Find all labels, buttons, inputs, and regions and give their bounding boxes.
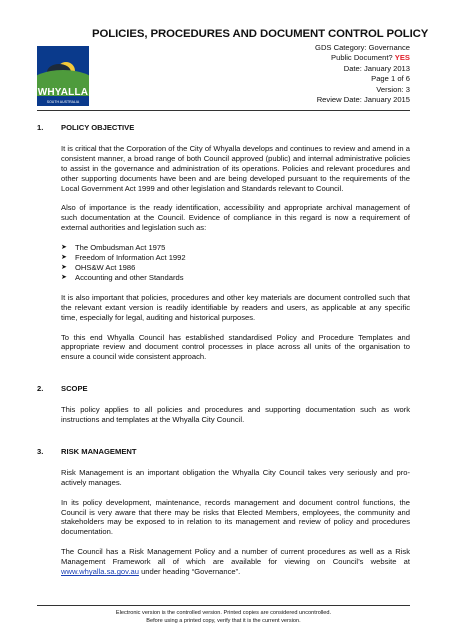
list-item: ➤ Accounting and other Standards bbox=[61, 272, 184, 282]
section-policy-objective bbox=[61, 144, 410, 362]
paragraph: In its policy development, maintenance, records management and document control functions, the Council is very aware that there may be risks that Elected Members, employees, the community and stakeholders may be exposed to in relation to its management and review of policy and procedures documentation. bbox=[61, 497, 410, 537]
list-item: ➤ OHS&W Act 1986 bbox=[61, 262, 136, 272]
paragraph: Risk Management is an important obligation the Whyalla City Council takes very seriously and pro-actively manages. bbox=[61, 467, 410, 487]
gds-category: GDS Category: Governance bbox=[315, 43, 410, 52]
document-title: POLICIES, PROCEDURES AND DOCUMENT CONTROL POLICY bbox=[92, 28, 429, 40]
section-scope bbox=[61, 405, 410, 425]
section-risk-management bbox=[61, 468, 410, 577]
document-date: Date: January 2013 bbox=[343, 63, 410, 73]
arrow-bullet-icon: ➤ bbox=[61, 273, 67, 281]
paragraph: It is critical that the Corporation of the City of Whyalla develops and continues to review and amend in a consistent manner, a broad range of both Council approved (public) and internal administrative policies to assist in the governance and administration of its operations. Policies and relevant procedures and other supporting documents have been and are being developed pursuant to the requirements of the Local Government Act 1999 and other legislation and Standards relevant to Council. bbox=[61, 143, 410, 193]
paragraph: It is also important that policies, procedures and other key materials are document controlled such that the relevant extant version is readily identifiable by readers and users, as applicable at any specific time, especially for legal, auditing and historical purposes. bbox=[61, 292, 410, 322]
paragraph: Also of importance is the ready identification, accessibility and appropriate archival management of such documentation at the Council. Evidence of compliance in this regard is now a requirement of external authorities and legislation such as: bbox=[61, 203, 410, 233]
list-item: ➤ Freedom of Information Act 1992 bbox=[61, 253, 186, 263]
legislation-list bbox=[61, 243, 410, 283]
public-document-value: YES bbox=[394, 53, 410, 63]
footer-line-2: Before using a printed copy, verify that it is the current version. bbox=[146, 618, 301, 624]
document-body bbox=[37, 123, 410, 587]
page-number: Page 1 of 6 bbox=[371, 74, 410, 84]
public-document bbox=[315, 53, 410, 63]
paragraph: This policy applies to all policies and procedures and supporting documentation such as work instructions and templates at the Whyalla City Council. bbox=[61, 405, 410, 425]
document-meta bbox=[315, 43, 410, 105]
footer-line-1: Electronic version is the controlled version. Printed copies are considered uncontrolled. bbox=[115, 610, 332, 616]
whyalla-logo bbox=[37, 46, 89, 106]
header-divider bbox=[37, 110, 410, 111]
footer-divider bbox=[37, 605, 410, 606]
paragraph: The Council has a Risk Management Policy and a number of current procedures as well as a Risk Management Framework all of which are available for viewing on Council’s website at www.whyalla.sa.gov.au under heading “Governance”. bbox=[61, 547, 410, 577]
arrow-bullet-icon: ➤ bbox=[61, 244, 67, 252]
public-document-label: Public Document? bbox=[331, 53, 393, 63]
section-heading-risk-management: 3. RISK MANAGEMENT bbox=[37, 446, 137, 456]
arrow-bullet-icon: ➤ bbox=[61, 254, 67, 262]
review-date: Review Date: January 2015 bbox=[316, 95, 410, 105]
council-website-link[interactable]: www.whyalla.sa.gov.au bbox=[61, 567, 139, 577]
list-item: ➤ The Ombudsman Act 1975 bbox=[61, 243, 166, 253]
document-version: Version: 3 bbox=[376, 84, 410, 94]
paragraph: To this end Whyalla Council has established standardised Policy and Procedure Templates and appropriate review and document control processes in place across all units of the organisation to ensure a council wide consistent approach. bbox=[61, 332, 410, 362]
section-heading-scope: 2. SCOPE bbox=[37, 384, 88, 394]
section-heading-policy-objective: 1. POLICY OBJECTIVE bbox=[37, 123, 135, 132]
arrow-bullet-icon: ➤ bbox=[61, 263, 67, 271]
footer bbox=[37, 609, 410, 625]
logo-subtext: SOUTH AUSTRALIA bbox=[46, 100, 80, 104]
logo-text: WHYALLA bbox=[37, 87, 89, 98]
